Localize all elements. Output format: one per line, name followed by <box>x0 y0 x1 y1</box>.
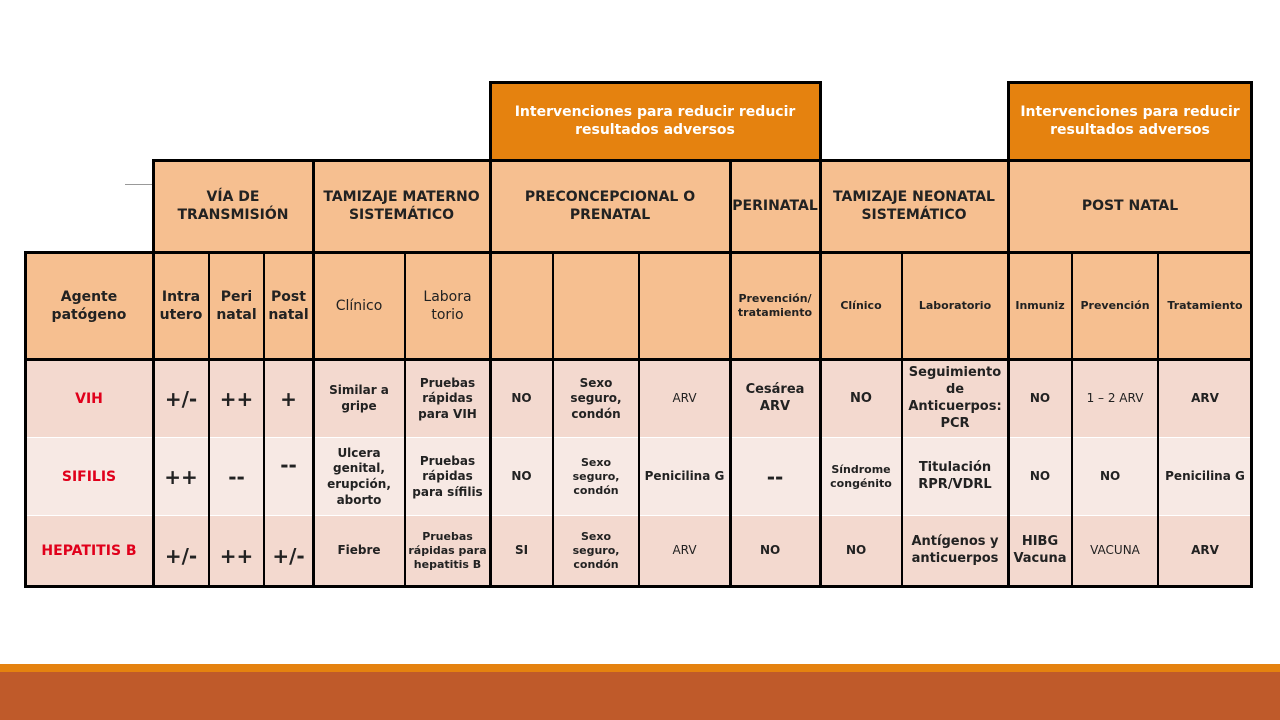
agent-hepatitis-b: HEPATITIS B <box>25 516 153 586</box>
subheader-agente: Agente patógeno <box>25 252 153 360</box>
footer-bar <box>0 672 1280 720</box>
sifilis-lab: Pruebas rápidas para sífilis <box>405 438 490 516</box>
hepatitis-post: +/- <box>264 516 313 586</box>
vih-perinatal: Cesárea ARV <box>730 360 820 438</box>
vih-pn-inmuniz: NO <box>1008 360 1072 438</box>
subheader-peri: Peri natal <box>209 252 264 360</box>
border-line <box>404 251 406 588</box>
hepatitis-neo-clinico: NO <box>820 516 902 586</box>
hepatitis-tratamiento: ARV <box>639 516 730 586</box>
header-preconcepcional: PRECONCEPCIONAL O PRENATAL <box>490 160 730 252</box>
hepatitis-perinatal: NO <box>730 516 820 586</box>
sifilis-tratamiento: Penicilina G <box>639 438 730 516</box>
sifilis-intra: ++ <box>153 438 209 516</box>
interventions-header-2: Intervenciones para reducir resultados adversos <box>1008 82 1252 160</box>
vih-inmuniz: NO <box>490 360 553 438</box>
hepatitis-clinico: Fiebre <box>313 516 405 586</box>
border-line <box>901 251 903 588</box>
vih-peri: ++ <box>209 360 264 438</box>
sifilis-peri: -- <box>209 438 264 516</box>
interventions-header-1: Intervenciones para reducir reducir resultados adversos <box>490 82 820 160</box>
vih-clinico: Similar a gripe <box>313 360 405 438</box>
border-line <box>1157 251 1159 588</box>
subheader-laboratorio-neonatal: Laboratorio <box>902 252 1008 360</box>
hepatitis-prevencion: Sexo seguro, condón <box>553 516 639 586</box>
sifilis-prevencion: Sexo seguro, condón <box>553 438 639 516</box>
sifilis-neo-clinico: Síndrome congénito <box>820 438 902 516</box>
hepatitis-lab: Pruebas rápidas para hepatitis B <box>405 516 490 586</box>
border-line <box>208 251 210 588</box>
hepatitis-pn-tratamiento: ARV <box>1158 516 1252 586</box>
hepatitis-intra: +/- <box>153 516 209 586</box>
hepatitis-pn-prevencion: VACUNA <box>1072 516 1158 586</box>
vih-neo-lab: Seguimiento de Anticuerpos: PCR <box>902 360 1008 438</box>
vih-intra: +/- <box>153 360 209 438</box>
vih-post: + <box>264 360 313 438</box>
vih-neo-clinico: NO <box>820 360 902 438</box>
border-line <box>1250 81 1253 588</box>
hepatitis-pn-inmuniz: HIBG Vacuna <box>1008 516 1072 586</box>
sifilis-pn-prevencion: NO <box>1072 438 1158 516</box>
border-line <box>638 251 640 588</box>
agent-sifilis: SIFILIS <box>25 438 153 516</box>
sifilis-neo-lab: Titulación RPR/VDRL <box>902 438 1008 516</box>
border-line <box>489 81 492 588</box>
border-line <box>819 81 822 588</box>
border-line <box>152 159 155 588</box>
border-line <box>312 159 315 588</box>
hepatitis-peri: ++ <box>209 516 264 586</box>
subheader-clinico: Clínico <box>313 252 405 360</box>
vih-tratamiento: ARV <box>639 360 730 438</box>
subheader-inmuniz-postnatal: Inmuniz <box>1008 252 1072 360</box>
subheader-intra: Intra utero <box>153 252 209 360</box>
vih-lab: Pruebas rápidas para VIH <box>405 360 490 438</box>
border-line <box>263 251 265 588</box>
header-tamizaje-neonatal: TAMIZAJE NEONATAL SISTEMÁTICO <box>820 160 1008 252</box>
subheader-tratamiento-postnatal: Tratamiento <box>1158 252 1252 360</box>
border-line <box>153 159 1252 162</box>
sifilis-pn-inmuniz: NO <box>1008 438 1072 516</box>
border-line <box>490 81 820 84</box>
border-line <box>552 251 554 588</box>
sifilis-inmuniz: NO <box>490 438 553 516</box>
vih-pn-tratamiento: ARV <box>1158 360 1252 438</box>
subheader-prevencion-postnatal: Prevención <box>1072 252 1158 360</box>
subheader-prevencion <box>553 252 639 360</box>
vih-pn-prevencion: 1 – 2 ARV <box>1072 360 1158 438</box>
subheader-post: Post natal <box>264 252 313 360</box>
hepatitis-neo-lab: Antígenos y anticuerpos <box>902 516 1008 586</box>
sifilis-pn-tratamiento: Penicilina G <box>1158 438 1252 516</box>
border-line <box>24 251 27 588</box>
sifilis-clinico: Ulcera genital, erupción, aborto <box>313 438 405 516</box>
sifilis-perinatal: -- <box>730 438 820 516</box>
hepatitis-inmuniz: SI <box>490 516 553 586</box>
footer-accent-bar <box>0 664 1280 672</box>
subheader-tratamiento <box>639 252 730 360</box>
vih-prevencion: Sexo seguro, condón <box>553 360 639 438</box>
subheader-inmuniz <box>490 252 553 360</box>
border-line <box>729 159 732 588</box>
subheader-prev-trat: Prevención/ tratamiento <box>730 252 820 360</box>
border-line <box>1007 81 1010 588</box>
corner-line <box>125 184 153 185</box>
subheader-laboratorio: Labora torio <box>405 252 490 360</box>
border-line <box>1071 251 1073 588</box>
border-line <box>1008 81 1252 84</box>
header-post-natal: POST NATAL <box>1008 160 1252 252</box>
sifilis-post: -- <box>264 438 313 516</box>
header-tamizaje-materno: TAMIZAJE MATERNO SISTEMÁTICO <box>313 160 490 252</box>
header-perinatal: PERINATAL <box>730 160 820 252</box>
agent-vih: VIH <box>25 360 153 438</box>
header-via-transmision: VÍA DE TRANSMISIÓN <box>153 160 313 252</box>
subheader-clinico-neonatal: Clínico <box>820 252 902 360</box>
